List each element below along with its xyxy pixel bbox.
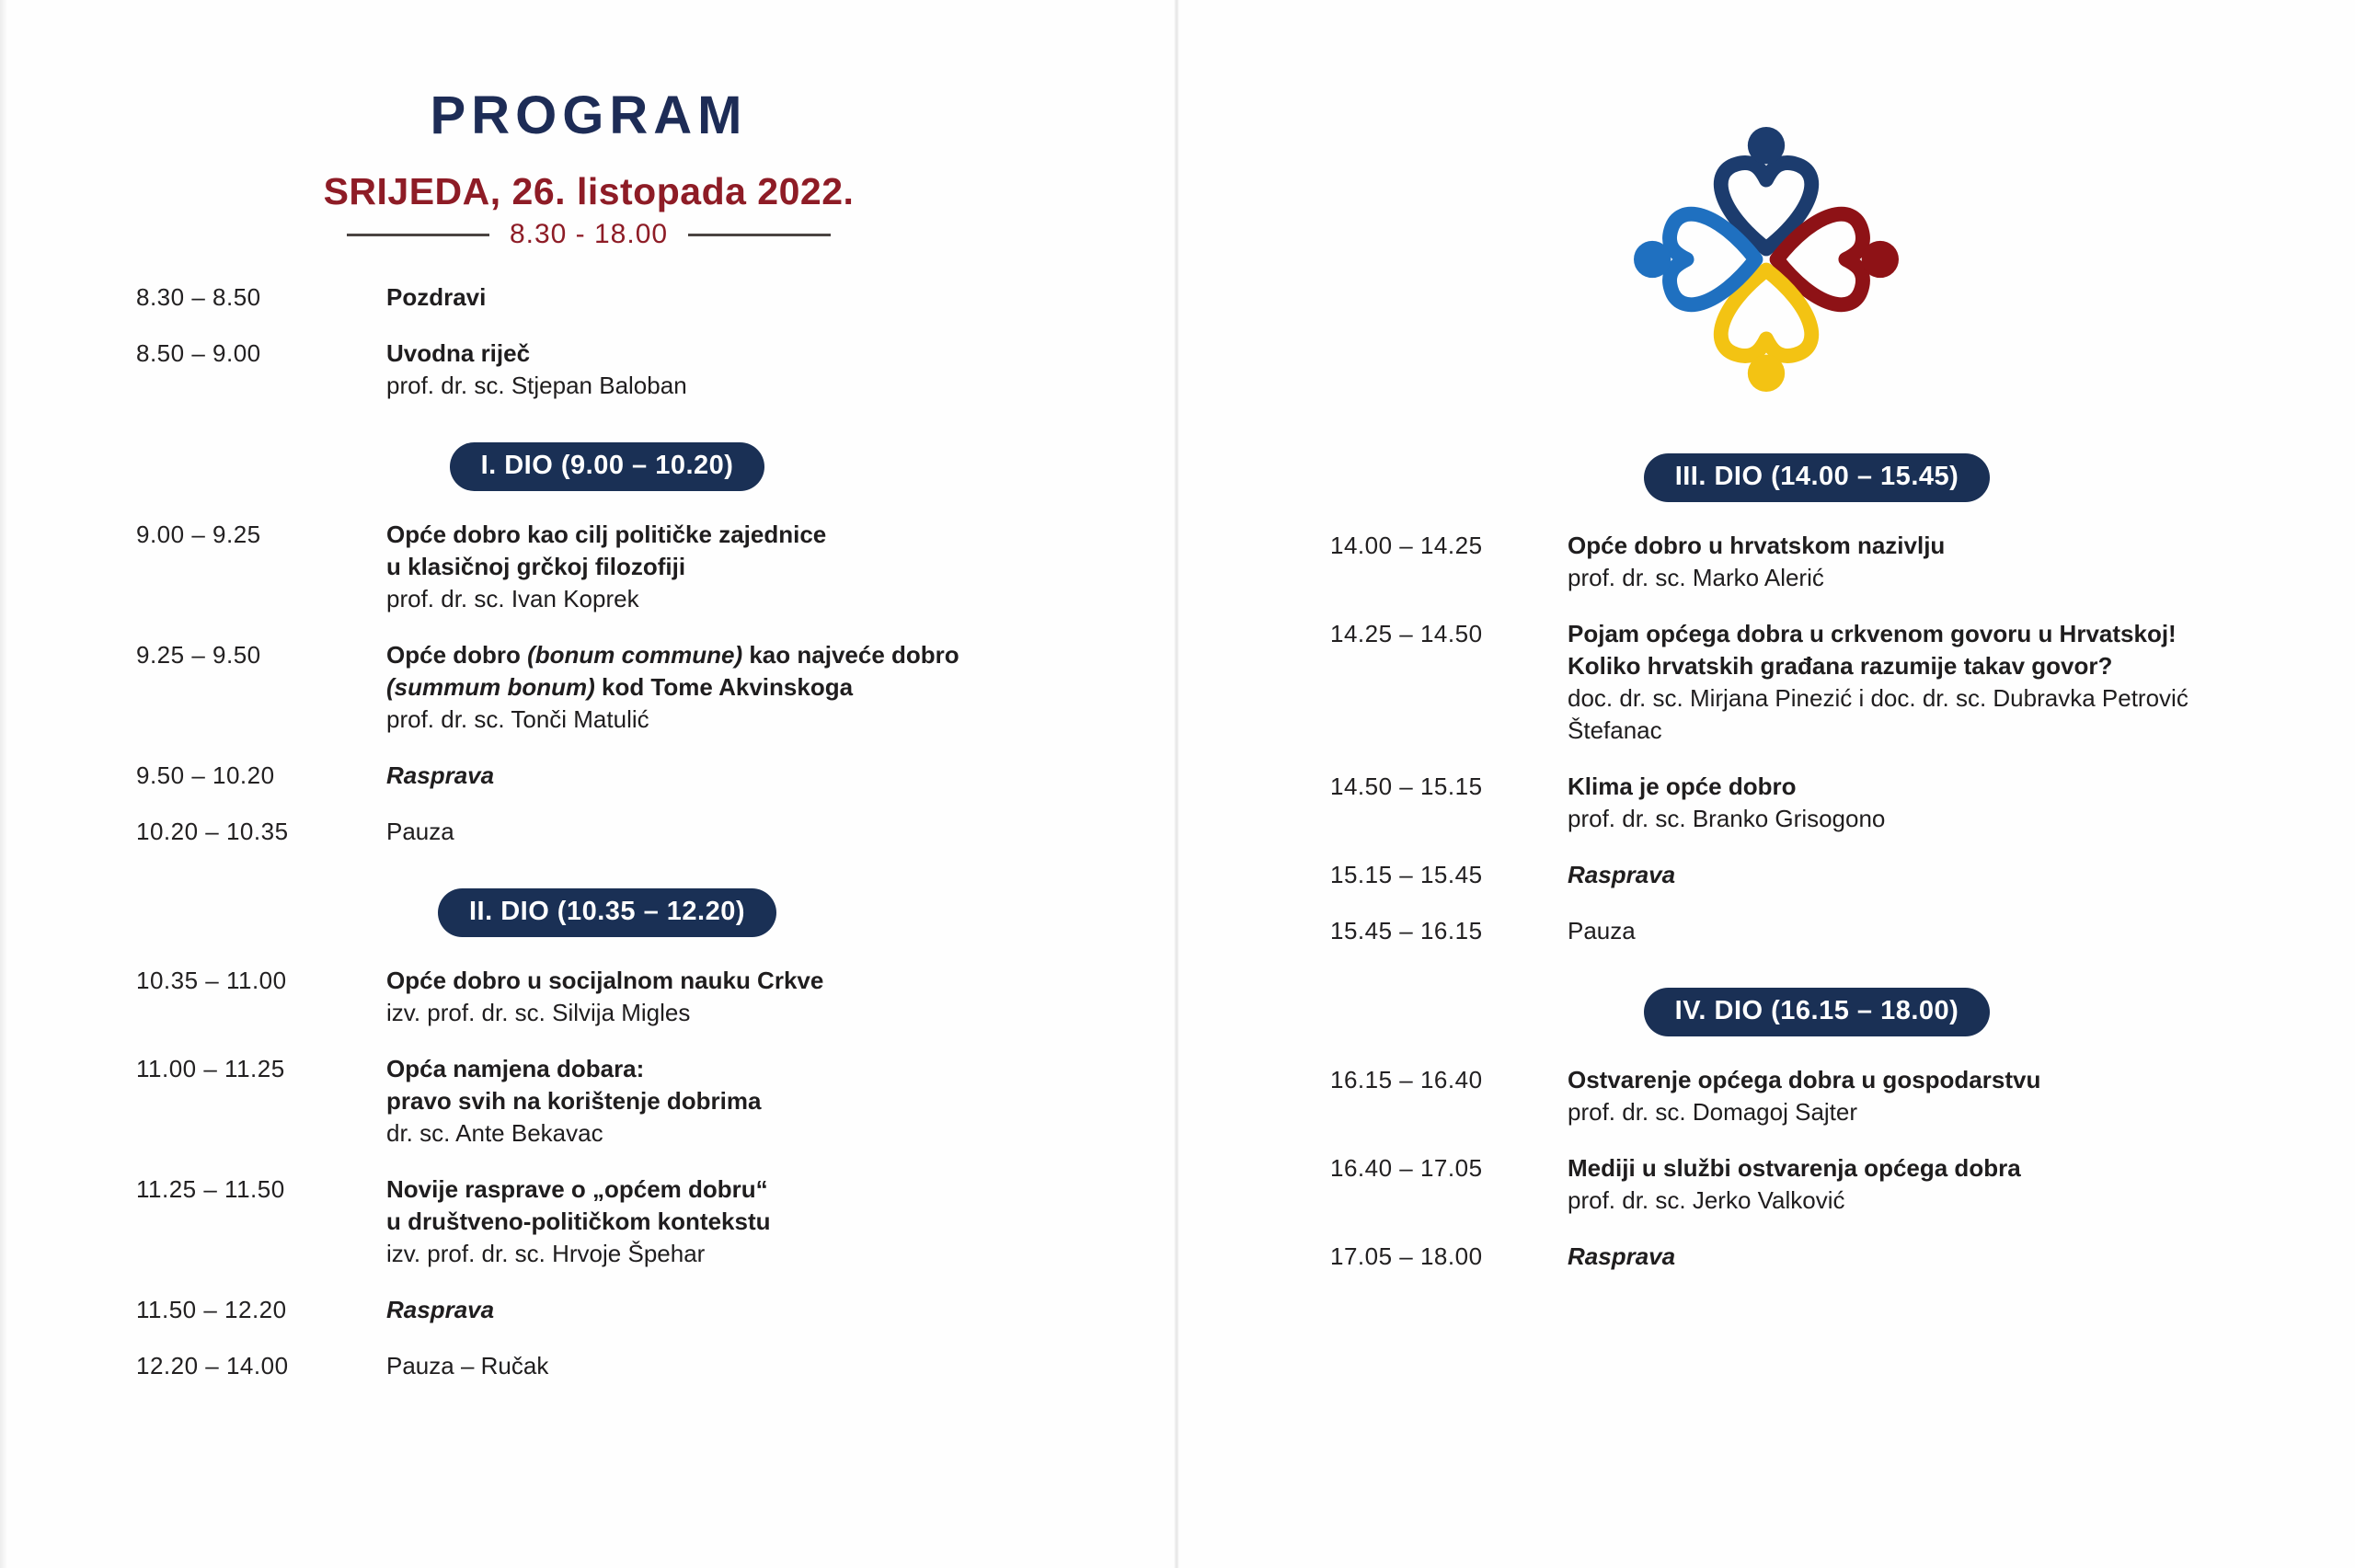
schedule-row [1178,859,2355,891]
program-page-right [1178,0,2355,1568]
session-title: Opće dobro u socijalnom nauku Crkve [386,967,824,994]
session-content [1568,1064,2355,1128]
session-title: Rasprava [386,1296,495,1323]
session-title: Opće dobro (bonum commune) kao najveće dobro [386,641,959,669]
session-speaker: Štefanac [1568,716,1662,744]
time-range: 16.40 – 17.05 [1330,1154,1483,1182]
schedule-row [0,639,1178,736]
session-title: Pozdravi [386,283,487,311]
time-range: 14.00 – 14.25 [1330,532,1483,559]
time-range: 16.15 – 16.40 [1330,1066,1483,1093]
session-title: Mediji u službi ostvarenja općega dobra [1568,1154,2021,1182]
schedule-row [0,965,1178,1029]
session-title: Klima je opće dobro [1568,773,1797,800]
session-title: Pojam općega dobra u crkvenom govoru u Hrvatskoj! [1568,620,2177,647]
session-title: Pauza – Ručak [386,1352,549,1379]
session-speaker: prof. dr. sc. Tonči Matulić [386,705,649,733]
session-speaker: doc. dr. sc. Mirjana Pinezić i doc. dr. sc. Dubravka Petrović [1568,684,2188,712]
session-title: u klasičnoj grčkoj filozofiji [386,553,686,580]
section-badge-row [18,442,1196,491]
time-range: 9.25 – 9.50 [136,641,261,669]
schedule-left [0,281,1178,1382]
time-range: 10.20 – 10.35 [136,818,289,845]
page-title: PROGRAM [430,86,748,145]
schedule-row [1178,771,2355,835]
session-speaker: izv. prof. dr. sc. Silvija Migles [386,999,691,1026]
schedule-row [0,1053,1178,1150]
schedule-row [0,760,1178,792]
time-range: 15.45 – 16.15 [1330,917,1483,944]
schedule-row [0,1294,1178,1326]
session-title: Pauza [1568,917,1636,944]
schedule-row [1178,1152,2355,1217]
session-title: Rasprava [1568,1242,1676,1270]
session-title: Opće dobro kao cilj političke zajednice [386,521,827,548]
section-badge-row [1228,988,2355,1036]
schedule-row [0,281,1178,314]
time-range: 11.00 – 11.25 [136,1055,285,1082]
session-content [386,281,1178,314]
hours-range: 8.30 - 18.00 [509,219,669,249]
session-content [386,1350,1178,1382]
section-badge: II. DIO (10.35 – 12.20) [438,888,776,937]
session-content [1568,771,2355,835]
rule-left [347,234,489,236]
time-range: 9.50 – 10.20 [136,761,275,789]
session-speaker: prof. dr. sc. Ivan Koprek [386,585,639,612]
program-header [0,0,1178,250]
schedule-row [1178,618,2355,747]
session-title: Opća namjena dobara: [386,1055,645,1082]
session-title: Rasprava [386,761,495,789]
schedule-row [0,519,1178,615]
session-speaker: prof. dr. sc. Jerko Valković [1568,1186,1845,1214]
section-badge: I. DIO (9.00 – 10.20) [450,442,765,491]
time-range: 11.25 – 11.50 [136,1175,285,1203]
session-content [386,816,1178,848]
section-badge-row [18,888,1196,937]
time-range: 8.30 – 8.50 [136,283,261,311]
schedule-row [1178,1241,2355,1273]
time-range: 14.50 – 15.15 [1330,773,1483,800]
session-title: Uvodna riječ [386,339,531,367]
session-title: Koliko hrvatskih građana razumije takav govor? [1568,652,2113,680]
session-content [1568,1241,2355,1273]
session-title: Novije rasprave o „općem dobru“ [386,1175,768,1203]
session-content [386,1294,1178,1326]
session-speaker: prof. dr. sc. Branko Grisogono [1568,805,1886,832]
session-content [386,1173,1178,1270]
four-hearts-logo [1634,127,1899,392]
session-title: u društveno-političkom kontekstu [386,1207,771,1235]
section-badge: III. DIO (14.00 – 15.45) [1644,453,1991,502]
time-range: 8.50 – 9.00 [136,339,261,367]
hours-row [0,219,1178,250]
session-content [386,519,1178,615]
rule-right [688,234,831,236]
schedule-row [1178,1064,2355,1128]
session-speaker: dr. sc. Ante Bekavac [386,1119,603,1147]
schedule-row [0,816,1178,848]
time-range: 9.00 – 9.25 [136,521,261,548]
session-speaker: izv. prof. dr. sc. Hrvoje Špehar [386,1240,706,1267]
date-heading: SRIJEDA, 26. listopada 2022. [323,170,855,212]
schedule-row [0,338,1178,402]
schedule-row [0,1173,1178,1270]
page-fold [1174,0,1179,1568]
session-title: Opće dobro u hrvatskom nazivlju [1568,532,1946,559]
schedule-row [0,1350,1178,1382]
session-content [386,760,1178,792]
section-badge-row [1228,453,2355,502]
logo-wrap [1178,0,2355,396]
session-content [1568,530,2355,594]
session-speaker: prof. dr. sc. Stjepan Baloban [386,372,687,399]
session-content [1568,859,2355,891]
session-content [1568,618,2355,747]
session-speaker: prof. dr. sc. Domagoj Sajter [1568,1098,1858,1126]
session-content [386,1053,1178,1150]
session-title: (summum bonum) kod Tome Akvinskoga [386,673,854,701]
session-title: Pauza [386,818,454,845]
time-range: 14.25 – 14.50 [1330,620,1483,647]
session-content [1568,1152,2355,1217]
session-content [386,338,1178,402]
schedule-row [1178,915,2355,947]
time-range: 15.15 – 15.45 [1330,861,1483,888]
session-title: pravo svih na korištenje dobrima [386,1087,762,1115]
session-title: Ostvarenje općega dobra u gospodarstvu [1568,1066,2041,1093]
schedule-row [1178,530,2355,594]
schedule-right [1178,453,2355,1273]
session-content [386,639,1178,736]
time-range: 17.05 – 18.00 [1330,1242,1483,1270]
session-title: Rasprava [1568,861,1676,888]
session-content [1568,915,2355,947]
session-speaker: prof. dr. sc. Marko Alerić [1568,564,1824,591]
session-content [386,965,1178,1029]
section-badge: IV. DIO (16.15 – 18.00) [1644,988,1991,1036]
time-range: 11.50 – 12.20 [136,1296,287,1323]
time-range: 10.35 – 11.00 [136,967,287,994]
time-range: 12.20 – 14.00 [136,1352,289,1379]
